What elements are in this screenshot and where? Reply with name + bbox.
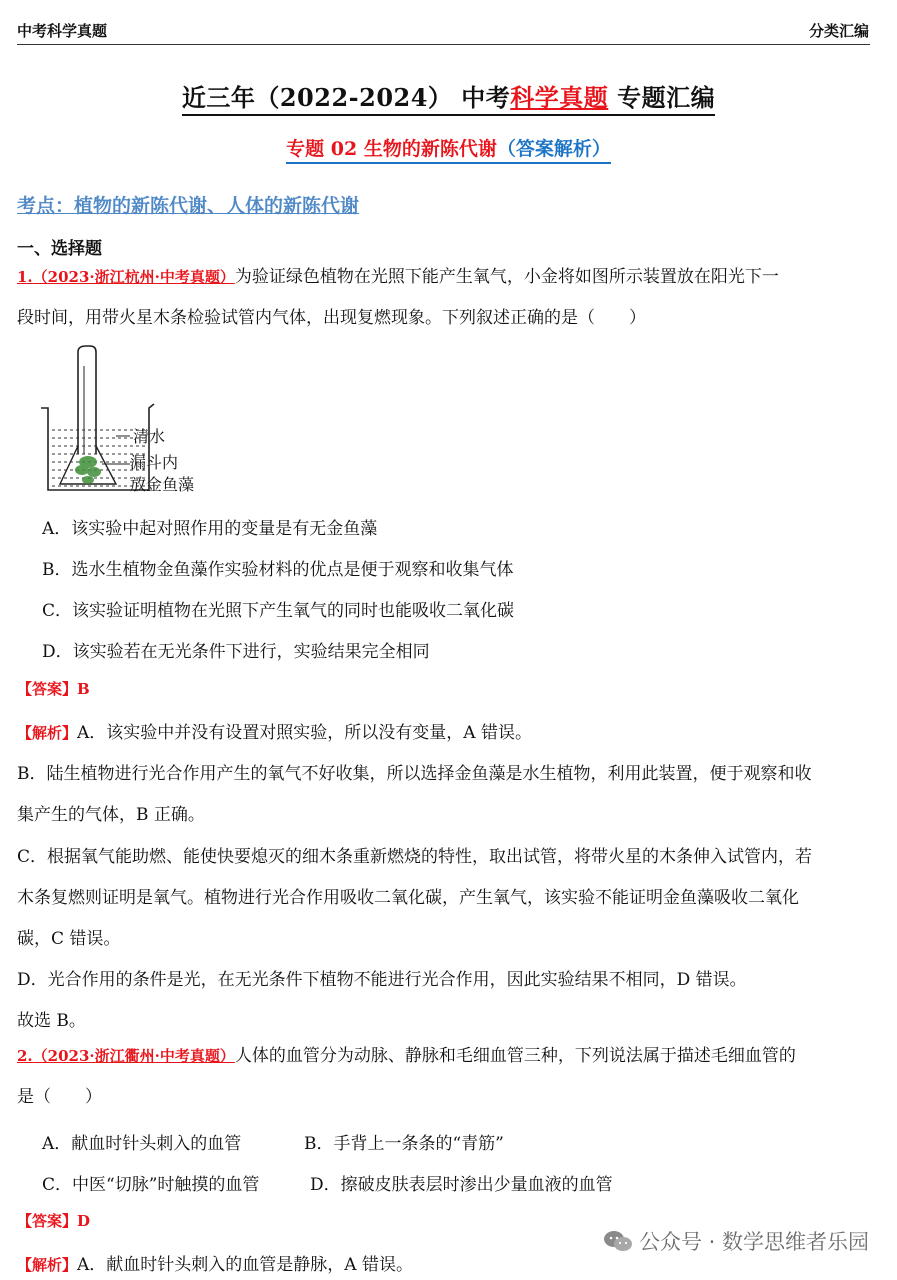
q1-option-b: B．选水生植物金鱼藻作实验材料的优点是便于观察和收集气体	[42, 560, 514, 580]
q1-option-c: C．该实验证明植物在光照下产生氧气的同时也能吸收二氧化碳	[42, 601, 515, 621]
q1-stem-line2: 段时间，用带火星木条检验试管内气体，出现复燃现象。下列叙述正确的是（ ）	[17, 308, 646, 328]
q1-analysis-text-1: A．该实验中并没有设置对照实验，所以没有变量，A 错误。	[77, 723, 532, 743]
q1-source: （2023·浙江杭州·中考真题）	[32, 268, 235, 286]
subtitle-blue: （答案解析）	[496, 138, 611, 160]
q1-analysis-line-8: 故选 B。	[17, 1011, 86, 1031]
wechat-icon	[603, 1229, 633, 1253]
q2-answer-value: D	[77, 1212, 91, 1230]
q2-answer	[17, 1210, 90, 1231]
q1-analysis-line-3: 集产生的气体，B 正确。	[17, 805, 205, 825]
q1-stem-line1: 为验证绿色植物在光照下能产生氧气，小金将如图所示装置放在阳光下一	[234, 267, 779, 287]
header-right: 分类汇编	[808, 22, 869, 40]
title-part1: 近三年（2022-2024） 中考	[181, 83, 511, 112]
q2-source: （2023·浙江衢州·中考真题）	[32, 1047, 235, 1065]
question-2	[17, 1036, 873, 1118]
header-left: 中考科学真题	[17, 22, 108, 40]
q2-option-a: A．献血时针头刺入的血管	[42, 1134, 242, 1154]
title-part2: 科学真题	[510, 83, 609, 112]
figure-label-funnel: 漏斗内	[130, 453, 179, 472]
q1-analysis-line-2: B．陆生植物进行光合作用产生的氧气不好收集，所以选择金鱼藻是水生植物，利用此装置，便于观察和收	[17, 764, 812, 784]
q2-stem-line1: 人体的血管分为动脉、静脉和毛细血管三种，下列说法属于描述毛细血管的	[234, 1046, 796, 1066]
q1-option-a: A．该实验中起对照作用的变量是有无金鱼藻	[42, 519, 378, 539]
q2-option-c: C．中医“切脉”时触摸的血管	[42, 1175, 260, 1195]
q1-analysis-line-7: D．光合作用的条件是光，在无光条件下植物不能进行光合作用，因此实验结果不相同，D 错误。	[17, 970, 747, 990]
q1-analysis-line-1	[17, 718, 532, 743]
beaker-diagram	[38, 344, 218, 496]
question-1	[17, 257, 873, 339]
header-divider	[17, 44, 870, 45]
page-subtitle	[0, 134, 897, 164]
q1-answer	[17, 678, 90, 699]
section-heading: 一、选择题	[17, 239, 102, 259]
q1-answer-tag: 【答案】	[17, 680, 78, 698]
q1-analysis-line-6: 碳，C 错误。	[17, 929, 121, 949]
q2-number: 2.	[17, 1047, 33, 1065]
title-part3: 专题汇编	[608, 83, 716, 112]
q2-option-b: B．手背上一条条的“青筋”	[304, 1134, 504, 1154]
watermark	[603, 1226, 869, 1256]
subtitle-red: 专题 02 生物的新陈代谢	[286, 138, 497, 160]
q1-analysis-line-5: 木条复燃则证明是氧气。植物进行光合作用吸收二氧化碳，产生氧气，该实验不能证明金鱼藻吸收二氧化	[17, 888, 799, 908]
figure-label-water: 清水	[133, 427, 166, 446]
q1-figure	[38, 344, 218, 496]
q1-analysis-line-4: C．根据氧气能助燃、能使快要熄灭的细木条重新燃烧的特性，取出试管，将带火星的木条伸入试管内，若	[17, 847, 813, 867]
q1-analysis-tag: 【解析】	[17, 724, 78, 742]
q2-analysis-text-1: A．献血时针头刺入的血管是静脉，A 错误。	[77, 1255, 413, 1275]
figure-label-plant: 放金鱼藻	[130, 475, 195, 494]
q2-analysis-line-1	[17, 1250, 413, 1275]
q1-option-d: D．该实验若在无光条件下进行，实验结果完全相同	[42, 642, 430, 662]
q2-stem-line2: 是（ ）	[17, 1087, 102, 1107]
topic-heading: 考点：植物的新陈代谢、人体的新陈代谢	[17, 195, 360, 217]
q2-analysis-tag: 【解析】	[17, 1256, 78, 1274]
q2-option-d: D．擦破皮肤表层时渗出少量血液的血管	[310, 1175, 613, 1195]
watermark-text: 公众号 · 数学思维者乐园	[638, 1230, 869, 1254]
page-title	[0, 78, 897, 116]
q2-answer-tag: 【答案】	[17, 1212, 78, 1230]
q1-number: 1.	[17, 268, 33, 286]
q1-answer-value: B	[77, 680, 90, 698]
